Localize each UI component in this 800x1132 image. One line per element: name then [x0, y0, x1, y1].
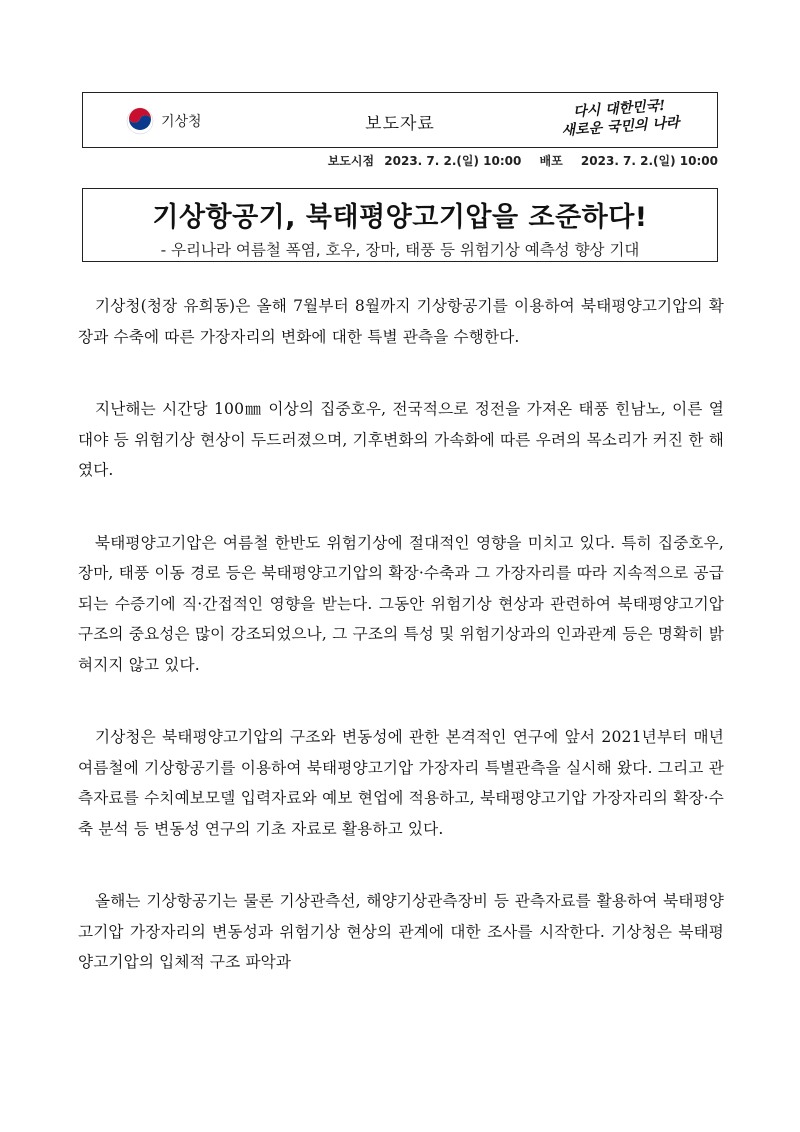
embargo-label: 보도시점 — [327, 154, 375, 168]
document-type: 보도자료 — [365, 114, 435, 134]
paragraph-3: 북태평양고기압은 여름철 한반도 위험기상에 절대적인 영향을 미치고 있다. 특히 집중호우, 장마, 태풍 이동 경로 등은 북태평양고기압의 확장·수축과 그 가장자리를 따라 지속적으로 공급되는 수증기에 직·간접적인 영향을 받는다. 그동안 위험기상 현상과 관련하여 북태평양고기압 구조의 중요성은 많이 강조되었으나, 그 구조의 특성 및 위험기상과의 인과관계 등은 명확히 밝혀지지 않고 있다. — [78, 533, 724, 674]
paragraph-5: 올해는 기상항공기는 물론 기상관측선, 해양기상관측장비 등 관측자료를 활용하여 북태평양고기압 가장자리의 변동성과 위험기상 현상의 관계에 대한 조사를 시작한다. 기상청은 북태평양고기압의 입체적 구조 파악과 — [78, 892, 724, 971]
paragraph-1: 기상청(청장 유희동)은 올해 7월부터 8월까지 기상항공기를 이용하여 북태평양고기압의 확장과 수축에 따른 가장자리의 변화에 대한 특별 관측을 수행한다. — [78, 297, 724, 346]
distribution-label: 배포 — [539, 154, 563, 168]
release-info — [322, 152, 718, 169]
headline-subtitle: - 우리나라 여름철 폭염, 호우, 장마, 태풍 등 위험기상 예측성 향상 기대 — [160, 241, 640, 259]
headline-box — [82, 188, 718, 262]
slogan-line-2: 새로운 국민의 나라 — [561, 114, 680, 140]
embargo-value: 2023. 7. 2.(일) 10:00 — [384, 154, 522, 168]
distribution-value: 2023. 7. 2.(일) 10:00 — [580, 154, 718, 168]
agency-name: 기상청 — [161, 114, 202, 130]
paragraph-2: 지난해는 시간당 100㎜ 이상의 집중호우, 전국적으로 정전을 가져온 태풍 힌남노, 이른 열대야 등 위험기상 현상이 두드러졌으며, 기후변화의 가속화에 따른 우려의 목소리가 커진 한 해였다. — [78, 400, 724, 479]
headline-title: 기상항공기, 북태평양고기압을 조준하다! — [152, 202, 648, 233]
slogan — [544, 95, 696, 145]
header-box — [82, 92, 718, 148]
slogan-line-1: 다시 대한민국! — [572, 97, 666, 121]
paragraph-4: 기상청은 북태평양고기압의 구조와 변동성에 관한 본격적인 연구에 앞서 2021년부터 매년 여름철에 기상항공기를 이용하여 북태평양고기압 가장자리 특별관측을 실시해 왔다. 그리고 관측자료를 수치예보모델 입력자료와 예보 현업에 적용하고, 북태평양고기압 가장자리의 확장·수축 분석 등 변동성 연구의 기초 자료로 활용하고 있다. — [78, 728, 724, 838]
article-body — [78, 291, 724, 1020]
